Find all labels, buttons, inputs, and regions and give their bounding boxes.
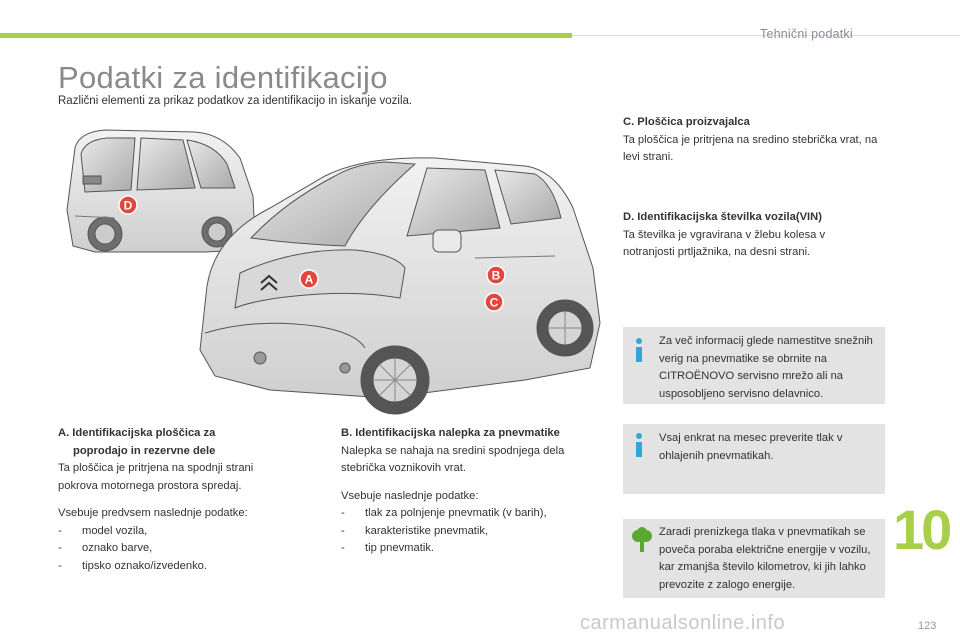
rear-car-drawing bbox=[67, 130, 255, 252]
info-box-snow-chains bbox=[623, 327, 885, 404]
watermark: carmanualsonline.info bbox=[580, 612, 786, 634]
section-b-body: Nalepka se nahaja na sredini spodnjega dela stebrička voznikovih vrat. bbox=[341, 444, 565, 474]
info-box-text: Zaradi prenizkega tlaka v pnevmatikah se poveča poraba električne energije v vozilu, kar zmanjša število kilometrov, ki jih lahko prevozite z zalogo energije. bbox=[659, 526, 871, 591]
section-b bbox=[341, 425, 596, 558]
section-d bbox=[623, 209, 878, 262]
section-d-heading: D. Identifikacijska številka vozila(VIN) bbox=[623, 211, 822, 223]
page-subtitle: Različni elementi za prikaz podatkov za identifikacijo in iskanje vozila. bbox=[58, 95, 413, 107]
info-box-text: Za več informacij glede namestitve snežnih verig na pnevmatike se obrnite na CITROËNOVO servisno mrežo ali na usposobljeno servisno delavnico. bbox=[659, 335, 873, 400]
front-car-drawing bbox=[200, 158, 600, 414]
marker-d-label: D bbox=[123, 198, 133, 213]
vehicle-illustration bbox=[55, 118, 610, 418]
section-label: Tehnični podatki bbox=[760, 27, 853, 41]
marker-b-label: B bbox=[491, 268, 501, 283]
info-icon bbox=[633, 432, 647, 458]
info-box-tyre-pressure bbox=[623, 424, 885, 494]
info-icon bbox=[633, 337, 647, 363]
section-c-body: Ta ploščica je pritrjena na sredino stebrička vrat, na levi strani. bbox=[623, 133, 878, 163]
info-box-text: Vsaj enkrat na mesec preverite tlak v ohlajenih pnevmatikah. bbox=[659, 432, 843, 462]
section-a-heading-cont: poprodajo in rezervne dele bbox=[73, 444, 216, 457]
section-a-list-intro: Vsebuje predvsem naslednje podatke: bbox=[58, 507, 248, 519]
section-a-body: Ta ploščica je pritrjena na spodnji strani pokrova motornega prostora spredaj. bbox=[58, 462, 254, 492]
marker-a bbox=[300, 270, 318, 288]
section-c bbox=[623, 114, 878, 167]
chapter-number: 10 bbox=[893, 498, 950, 561]
marker-b bbox=[487, 266, 505, 284]
marker-c bbox=[485, 293, 503, 311]
list-item: - tlak za polnjenje pnevmatik (v barih), bbox=[341, 505, 596, 523]
section-a-list bbox=[58, 523, 288, 576]
page-number: 123 bbox=[918, 620, 937, 632]
page-title: Podatki za identifikacijo bbox=[58, 60, 388, 95]
list-item: - model vozila, bbox=[58, 523, 288, 541]
eco-tree-icon bbox=[631, 527, 653, 553]
marker-d bbox=[119, 196, 137, 214]
section-d-body: Ta številka je vgravirana v žlebu kolesa v notranjosti prtljažnika, na desni strani. bbox=[623, 228, 826, 258]
list-item: - tip pnevmatik. bbox=[341, 540, 596, 558]
section-c-heading: C. Ploščica proizvajalca bbox=[623, 116, 750, 128]
marker-c-label: C bbox=[489, 295, 499, 310]
info-box-eco bbox=[623, 519, 885, 598]
section-b-list bbox=[341, 505, 596, 558]
list-item: - oznako barve, bbox=[58, 540, 288, 558]
section-a-heading: A. Identifikacijska ploščica za bbox=[58, 427, 216, 439]
marker-a-label: A bbox=[304, 272, 314, 287]
header-accent-bar bbox=[0, 33, 572, 38]
list-item: - karakteristike pnevmatik, bbox=[341, 523, 596, 541]
section-a bbox=[58, 425, 288, 575]
section-b-heading: B. Identifikacijska nalepka za pnevmatike bbox=[341, 427, 560, 439]
section-b-list-intro: Vsebuje naslednje podatke: bbox=[341, 489, 479, 502]
list-item: - tipsko oznako/izvedenko. bbox=[58, 558, 288, 576]
